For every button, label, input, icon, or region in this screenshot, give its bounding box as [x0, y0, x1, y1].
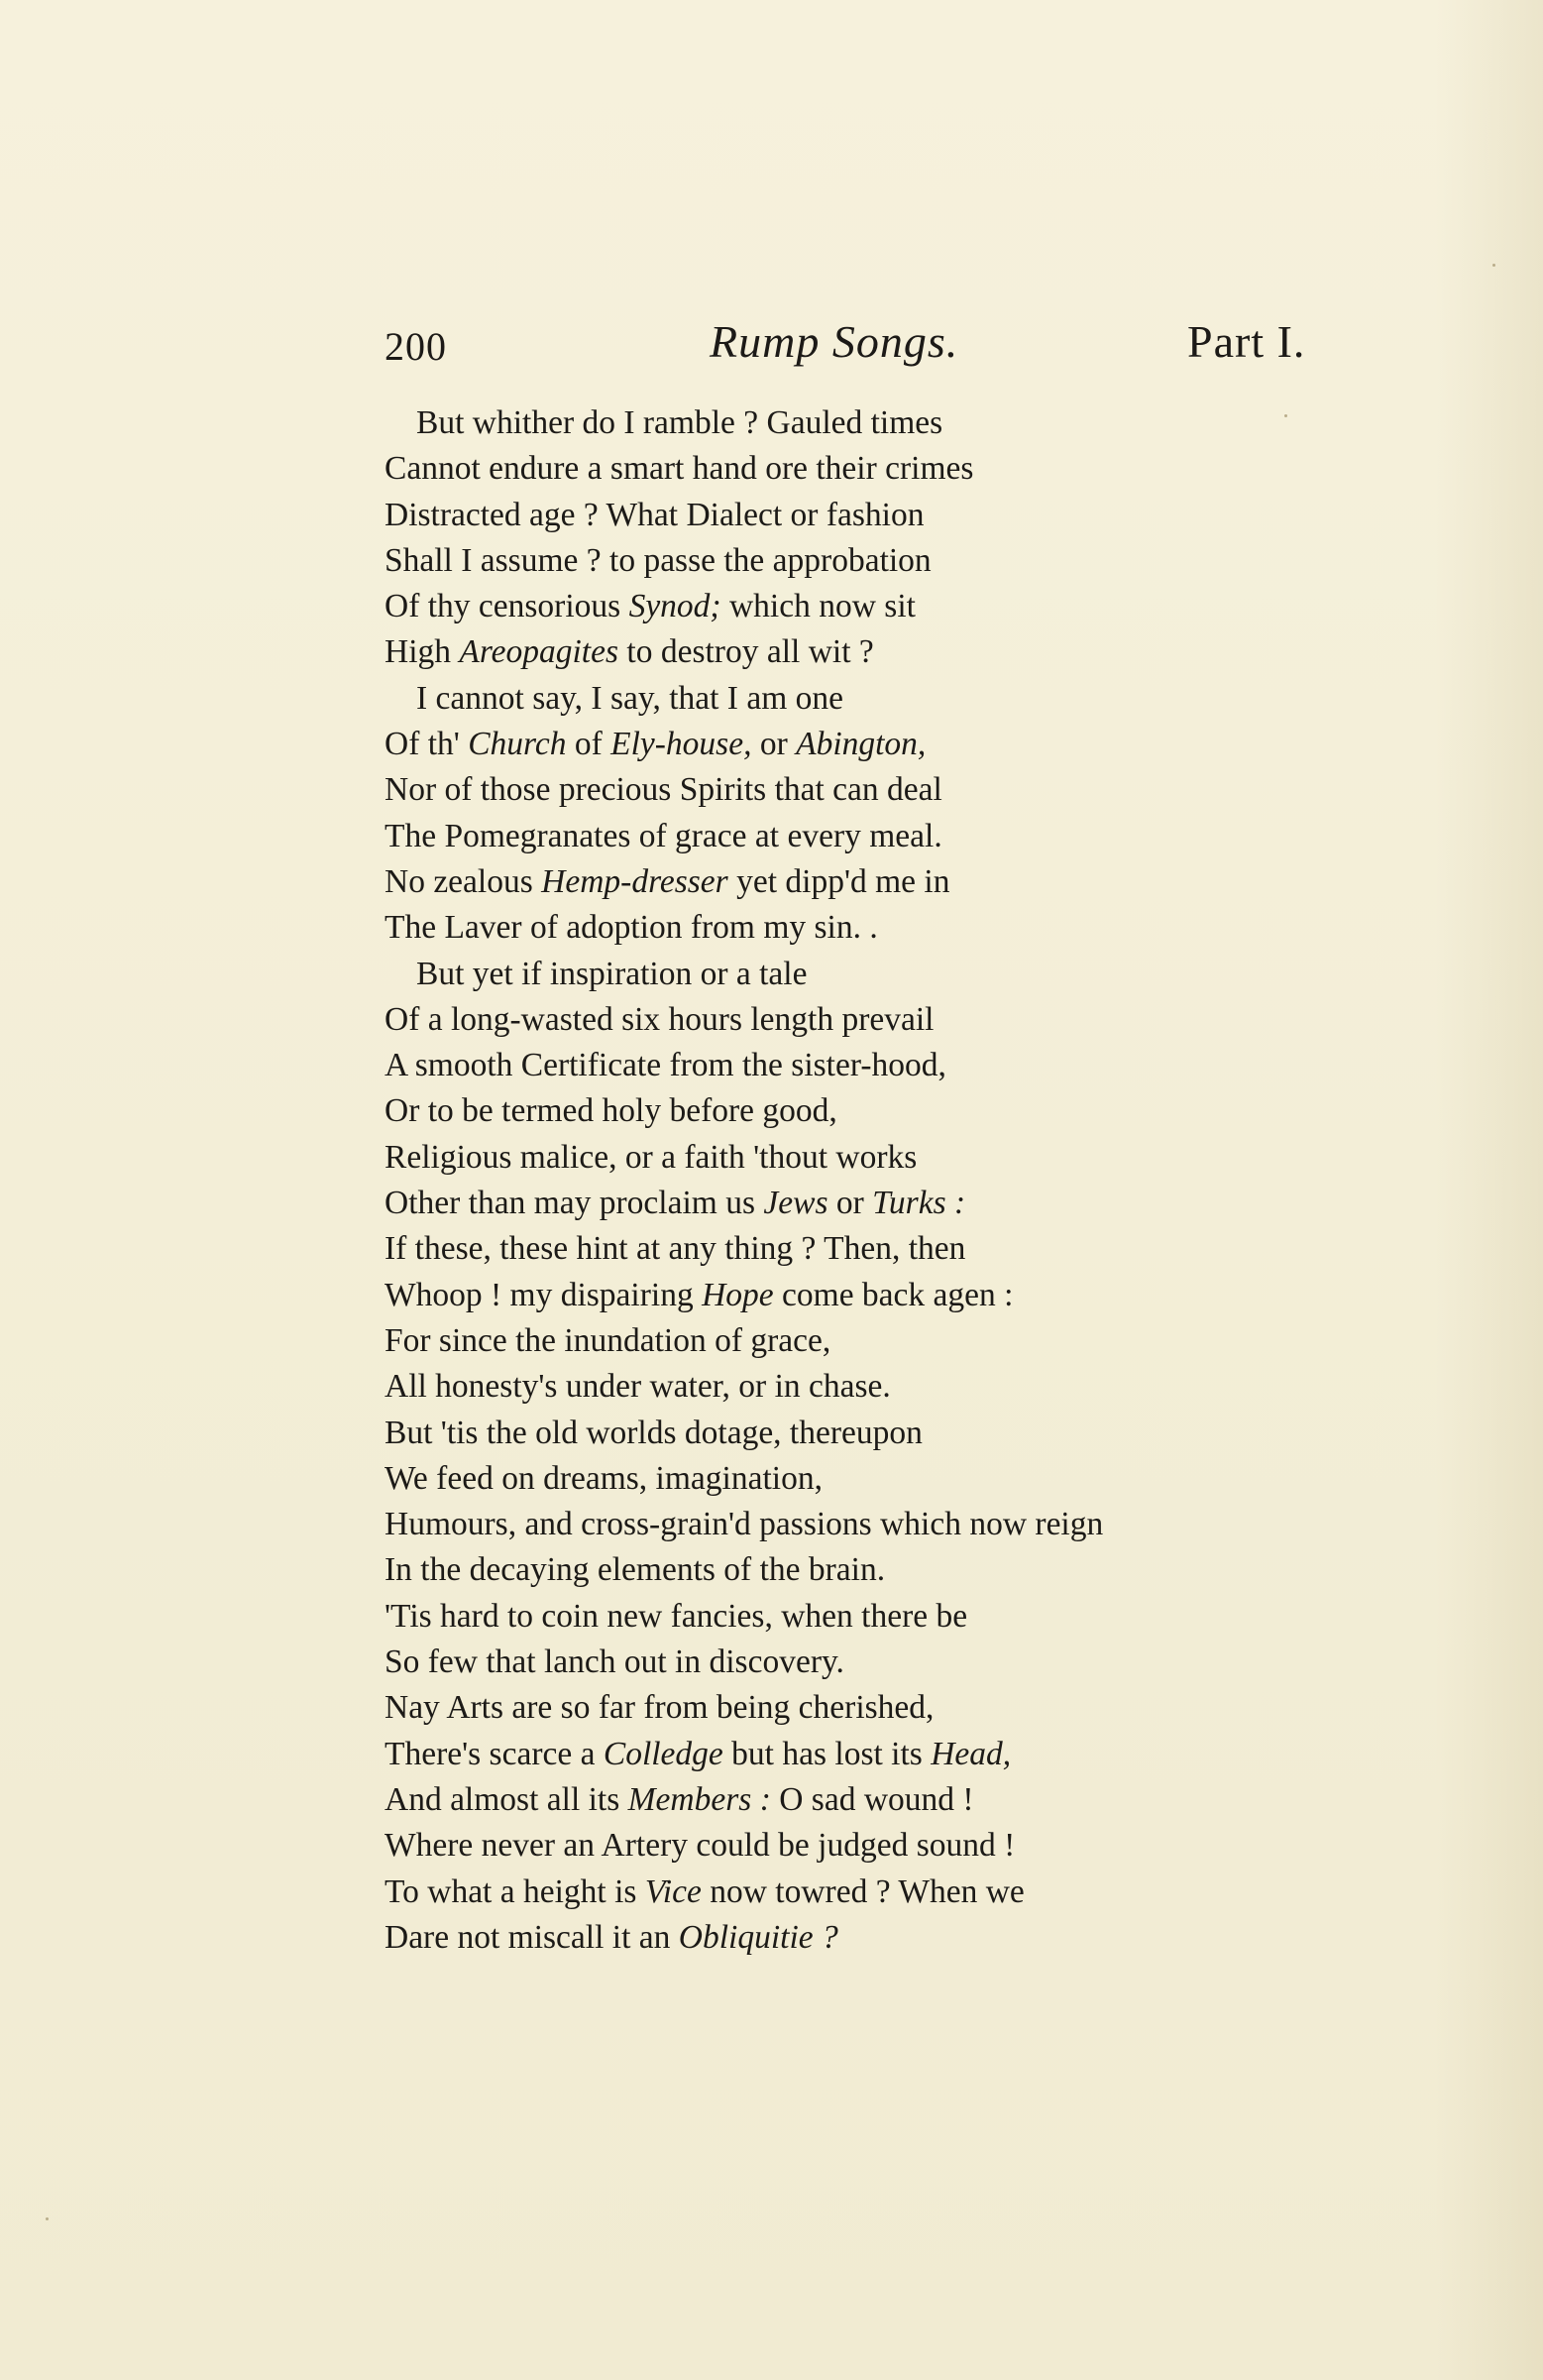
line-text: But 'tis the old worlds dotage, thereupon [385, 1414, 923, 1451]
poem-line [0, 814, 1543, 859]
line-text: 'Tis hard to coin new fancies, when there be [385, 1597, 968, 1635]
line-text: or [751, 726, 797, 763]
italic-phrase: Synod; [628, 588, 721, 625]
line-text: And almost all its [385, 1780, 628, 1818]
line-text: Religious malice, or a faith 'thout works [385, 1138, 918, 1176]
poem-line [0, 1777, 1543, 1823]
poem-line [0, 1043, 1543, 1088]
line-text: Where never an Artery could be judged sound ! [385, 1827, 1016, 1865]
poem-line [0, 1088, 1543, 1134]
poem-line [0, 1135, 1543, 1181]
poem-line [0, 1594, 1543, 1640]
line-text: Distracted age ? What Dialect or fashion [385, 496, 925, 533]
line-text: The Laver of adoption from my sin. . [385, 909, 878, 947]
poem-line [0, 1823, 1543, 1869]
line-text: For since the inundation of grace, [385, 1321, 831, 1359]
italic-phrase: Abington, [796, 726, 927, 763]
line-text: A smooth Certificate from the sister-hood, [385, 1047, 946, 1084]
paper-speck [1284, 414, 1287, 417]
poem-line [0, 676, 1543, 722]
line-text: but has lost its [722, 1735, 932, 1772]
line-text: Of th' [385, 726, 469, 763]
poem-line [0, 493, 1543, 538]
line-text: Other than may proclaim us [385, 1185, 764, 1222]
part-label: Part I. [1187, 316, 1306, 367]
italic-phrase: Vice [644, 1872, 702, 1910]
italic-phrase: Hope [702, 1276, 774, 1313]
page-header [0, 315, 1543, 385]
line-text: come back agen : [773, 1276, 1014, 1313]
line-text: No zealous [385, 862, 542, 900]
running-title: Rump Songs. [710, 316, 959, 367]
line-text: Cannot endure a smart hand ore their crimes [385, 450, 974, 488]
poem-line [0, 767, 1543, 813]
poem-line [0, 997, 1543, 1043]
line-text: Whoop ! my dispairing [385, 1276, 703, 1313]
poem-line [0, 1870, 1543, 1915]
line-text: But yet if inspiration or a tale [416, 955, 808, 992]
italic-phrase: Church [468, 726, 567, 763]
line-text: of [566, 726, 611, 763]
line-text: Nay Arts are so far from being cherished, [385, 1689, 935, 1727]
line-text: yet dipp'd me in [727, 862, 950, 900]
poem-line [0, 722, 1543, 767]
italic-phrase: Hemp-dresser [541, 862, 728, 900]
poem-line [0, 1915, 1543, 1961]
poem-line [0, 1685, 1543, 1731]
italic-phrase: Obliquitie ? [678, 1918, 838, 1956]
line-text: High [385, 633, 460, 671]
paper-speck [46, 2217, 49, 2220]
line-text: So few that lanch out in discovery. [385, 1643, 844, 1681]
italic-phrase: Head, [931, 1735, 1012, 1772]
poem-line [0, 1640, 1543, 1685]
italic-phrase: Turks : [872, 1185, 966, 1222]
line-text: I cannot say, I say, that I am one [416, 679, 844, 717]
line-text: Humours, and cross-grain'd passions which now reign [385, 1506, 1104, 1543]
poem-line [0, 1318, 1543, 1364]
poem-line [0, 1273, 1543, 1318]
line-text: To what a height is [385, 1872, 645, 1910]
italic-phrase: Members : [627, 1780, 771, 1818]
poem-line [0, 1456, 1543, 1502]
line-text: O sad wound ! [770, 1780, 974, 1818]
poem-line [0, 1547, 1543, 1593]
poem-line [0, 1364, 1543, 1410]
line-text: In the decaying elements of the brain. [385, 1551, 886, 1589]
poem-line [0, 1732, 1543, 1777]
paper-speck [1492, 264, 1495, 267]
poem-line [0, 584, 1543, 629]
poem-line [0, 400, 1543, 446]
italic-phrase: Colledge [603, 1735, 723, 1772]
poem-line [0, 1226, 1543, 1272]
line-text: If these, these hint at any thing ? Then, then [385, 1230, 966, 1268]
line-text: But whither do I ramble ? Gauled times [416, 404, 943, 441]
line-text: Nor of those precious Spirits that can deal [385, 771, 942, 809]
poem-text [0, 400, 1543, 1961]
italic-phrase: Jews [763, 1185, 828, 1222]
poem-line [0, 1181, 1543, 1226]
line-text: Of thy censorious [385, 588, 629, 625]
line-text: Shall I assume ? to passe the approbation [385, 541, 932, 579]
poem-line [0, 859, 1543, 905]
poem-line [0, 1411, 1543, 1456]
poem-line [0, 1502, 1543, 1547]
line-text: The Pomegranates of grace at every meal. [385, 817, 942, 854]
italic-phrase: Ely-house, [610, 726, 752, 763]
poem-line [0, 905, 1543, 951]
poem-line [0, 446, 1543, 492]
line-text: We feed on dreams, imagination, [385, 1459, 823, 1497]
line-text: now towred ? When we [701, 1872, 1025, 1910]
line-text: to destroy all wit ? [618, 633, 874, 671]
line-text: or [827, 1185, 873, 1222]
poem-line [0, 538, 1543, 584]
line-text: which now sit [720, 588, 916, 625]
line-text: There's scarce a [385, 1735, 604, 1772]
italic-phrase: Areopagites [459, 633, 619, 671]
line-text: Or to be termed holy before good, [385, 1092, 837, 1130]
poem-line [0, 629, 1543, 675]
line-text: Of a long-wasted six hours length prevail [385, 1000, 935, 1038]
line-text: Dare not miscall it an [385, 1918, 679, 1956]
poem-line [0, 952, 1543, 997]
page-number: 200 [385, 324, 447, 369]
line-text: All honesty's under water, or in chase. [385, 1368, 891, 1406]
